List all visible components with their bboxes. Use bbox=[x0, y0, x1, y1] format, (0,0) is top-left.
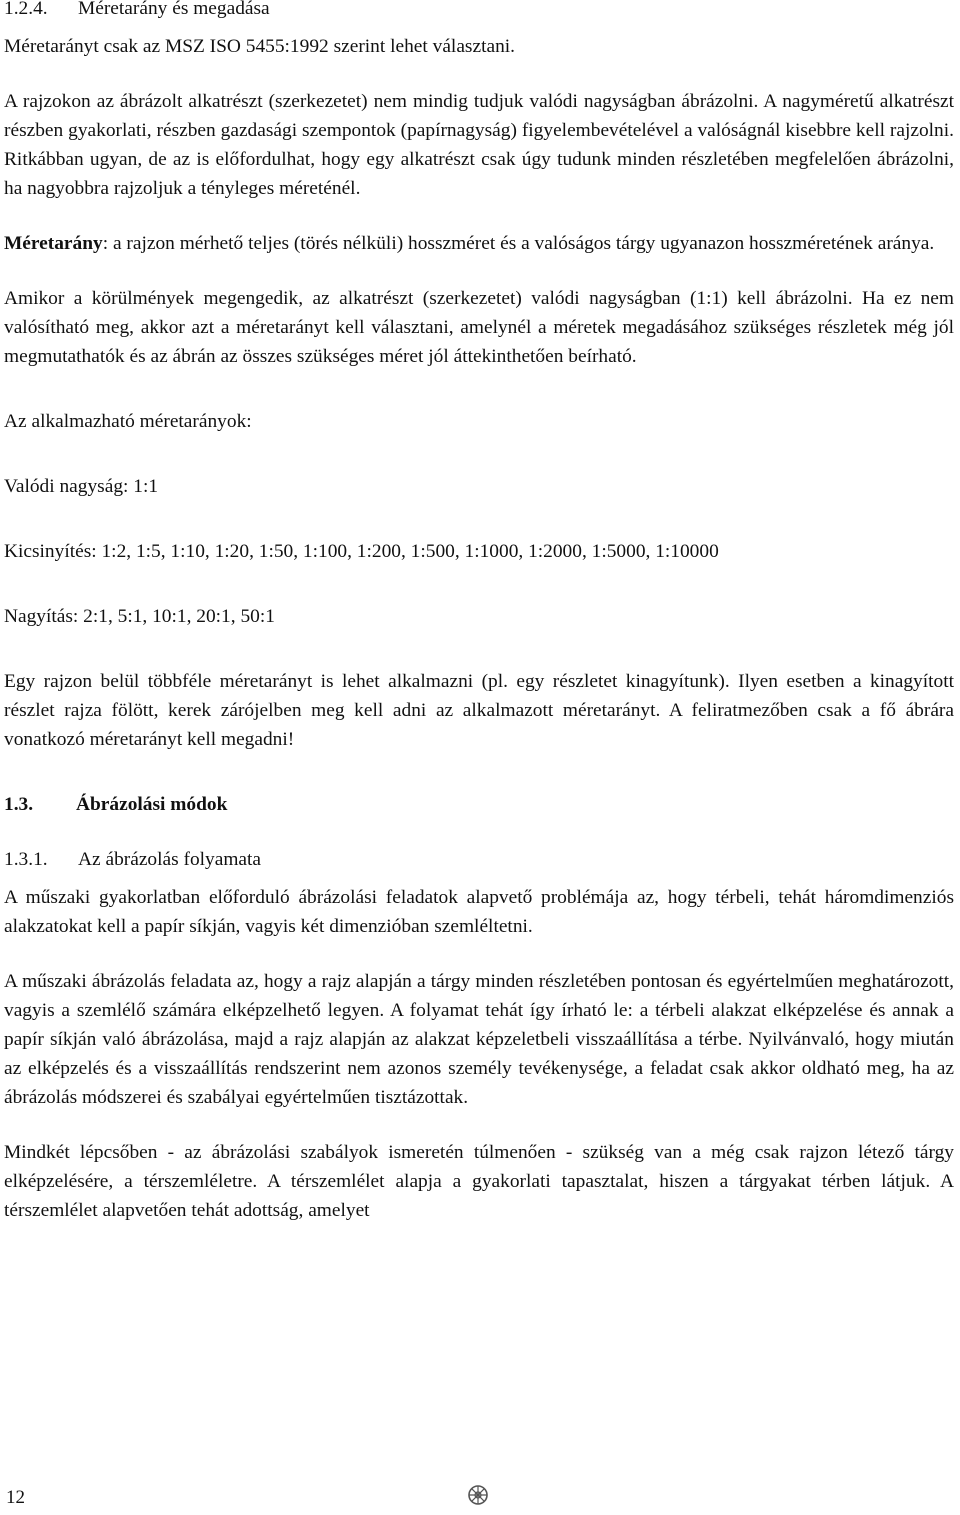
paragraph-reduction: Kicsinyítés: 1:2, 1:5, 1:10, 1:20, 1:50, 1:100, 1:200, 1:500, 1:1000, 1:2000, 1:5000, 1:10000 bbox=[4, 541, 719, 562]
paragraph-spatial-vision: Mindkét lépcsőben - az ábrázolási szabályok ismeretén túlmenően - szükség van a még csak rajzon létező tárgy elképzelésére, a térszemléletre. A térszemlélet alapja a gyakorlati tapasztalat, hiszen a tárgyakat térben látjuk. A térszemlélet alapvetően tehát adottság, amelyet bbox=[4, 1142, 954, 1221]
section-number: 1.3. bbox=[4, 794, 34, 815]
page-number: 12 bbox=[6, 1487, 25, 1508]
paragraph-projection-problem: A műszaki gyakorlatban előforduló ábrázolási feladatok alapvető problémája az, hogy térbeli, tehát háromdimenziós alakzatokat kell a papír síkján, vagyis két dimenzióban szemléltetni. bbox=[4, 887, 954, 937]
document-page bbox=[4, 0, 954, 1225]
paragraph-enlargement: Nagyítás: 2:1, 5:1, 10:1, 20:1, 50:1 bbox=[4, 606, 275, 627]
definition-text: : a rajzon mérhető teljes (törés nélküli) hosszméret és a valóságos tárgy ugyanazon hosszméretének aránya. bbox=[102, 233, 935, 254]
paragraph-multiple-scales: Egy rajzon belül többféle méretarányt is lehet alkalmazni (pl. egy részletet kinagyítunk). Ilyen esetben a kinagyított részlet rajza fölött, kerek zárójelben meg kell adni az alkalmazott méretarányt. A feliratmezőben csak a fő ábrára vonatkozó méretarányt kell megadni! bbox=[4, 671, 954, 750]
paragraph-scale-choice: Amikor a körülmények megengedik, az alkatrészt (szerkezetet) valódi nagyságban (1:1) kell ábrázolni. Ha ez nem valósítható meg, akkor azt a méretarányt kell választani, amelynél a méretek megadásához szükséges részletek még jól megmutathatók és az ábrán az összes szükséges méret jól áttekinthetően beírható. bbox=[4, 288, 954, 367]
section-heading-1-3-1 bbox=[4, 845, 954, 874]
paragraph-standard: Méretarányt csak az MSZ ISO 5455:1992 szerint lehet választani. bbox=[4, 36, 516, 57]
paragraph-projection-process: A műszaki ábrázolás feladata az, hogy a rajz alapján a tárgy minden részletében pontosan és egyértelműen meghatározott, vagyis a szemlélő számára elképzelhető legyen. A folyamat tehát így írható le: a térbeli alakzat elképzelése és annak a papír síkján való ábrázolása, majd a rajz alapján az alakzat képzeletbeli visszaállítása a térbe. Nyilvánvaló, hogy miután az elképzelés és a visszaállítás rendszerint nem azonos személy tevékenysége, a feladat csak akkor oldható meg, ha az ábrázolás módszerei és szabályai egyértelműen tisztázottak. bbox=[4, 971, 954, 1108]
compass-rose-icon bbox=[467, 1484, 489, 1506]
section-title: Az ábrázolás folyamata bbox=[78, 849, 262, 870]
definition-term: Méretarány bbox=[4, 233, 103, 254]
section-title: Ábrázolási módok bbox=[76, 794, 228, 815]
section-number: 1.3.1. bbox=[4, 849, 48, 870]
paragraph-scale-definition bbox=[4, 229, 954, 258]
section-title: Méretarány és megadása bbox=[78, 0, 270, 19]
section-number: 1.2.4. bbox=[4, 0, 48, 19]
section-heading-1-3 bbox=[4, 790, 954, 819]
section-heading-1-2-4 bbox=[4, 0, 954, 23]
paragraph-scale-intro: A rajzokon az ábrázolt alkatrészt (szerkezetet) nem mindig tudjuk valódi nagyságban ábrázolni. A nagyméretű alkatrészt részben gyakorlati, részben gazdasági szempontok (papírnagyság) figyelembevételével a valóságnál kisebbre kell rajzolni. Ritkábban ugyan, de az is előfordulhat, hogy egy alkatrészt csak úgy tudunk minden részletében megfelelően ábrázolni, ha nagyobbra rajzoljuk a tényleges méreténél. bbox=[4, 91, 954, 199]
paragraph-applicable-scales: Az alkalmazható méretarányok: bbox=[4, 411, 252, 432]
paragraph-real-size: Valódi nagyság: 1:1 bbox=[4, 476, 159, 497]
